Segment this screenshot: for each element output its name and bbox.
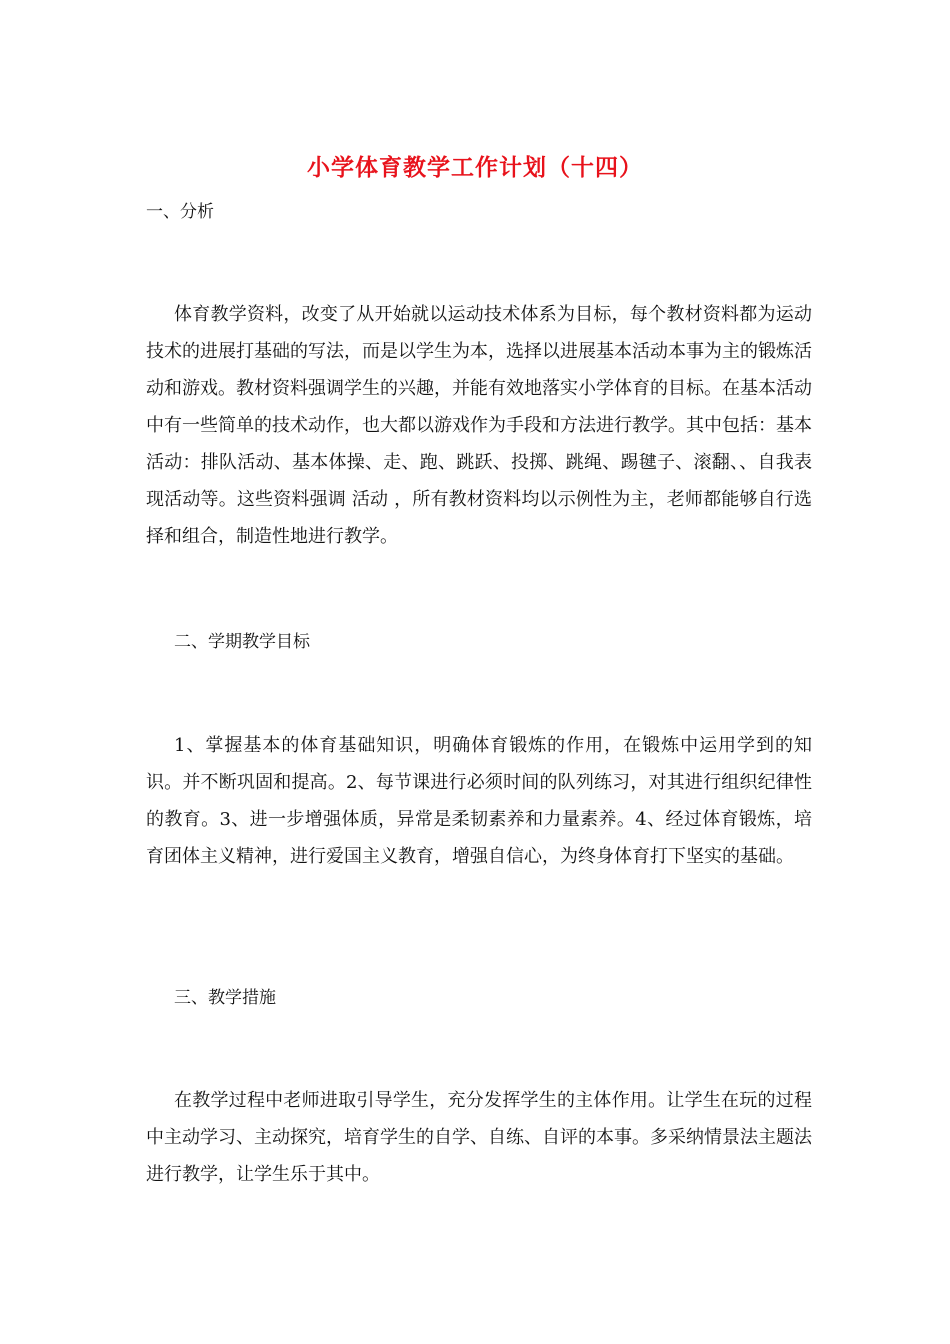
section-heading-goals: 二、学期教学目标 <box>174 632 310 652</box>
section-body-goals: 1、掌握基本的体育基础知识，明确体育锻炼的作用，在锻炼中运用学到的知识。并不断巩固和提高。2、每节课进行必须时间的队列练习，对其进行组织纪律性的教育。3、进一步增强体质，异常是柔韧素养和力量素养。4、经过体育锻炼，培育团体主义精神，进行爱国主义教育，增强自信心，为终身体育打下坚实的基础。 <box>146 735 812 867</box>
section-heading-measures: 三、教学措施 <box>174 988 276 1008</box>
section-heading-analysis: 一、分析 <box>146 202 214 222</box>
document-title: 小学体育教学工作计划（十四） <box>307 154 643 181</box>
section-body-analysis: 体育教学资料，改变了从开始就以运动技术体系为目标，每个教材资料都为运动技术的进展打基础的写法，而是以学生为本，选择以进展基本活动本事为主的锻炼活动和游戏。教材资料强调学生的兴趣，并能有效地落实小学体育的目标。在基本活动中有一些简单的技术动作，也大都以游戏作为手段和方法进行教学。其中包括：基本活动：排队活动、基本体操、走、跑、跳跃、投掷、跳绳、踢毽子、滚翻、、自我表现活动等。这些资料强调 活动 ，所有教材资料均以示例性为主，老师都能够自行选择和组合，制造性地进行教学。 <box>146 304 812 547</box>
section-body-measures: 在教学过程中老师进取引导学生，充分发挥学生的主体作用。让学生在玩的过程中主动学习、主动探究，培育学生的自学、自练、自评的本事。多采纳情景法主题法进行教学，让学生乐于其中。 <box>146 1090 812 1185</box>
